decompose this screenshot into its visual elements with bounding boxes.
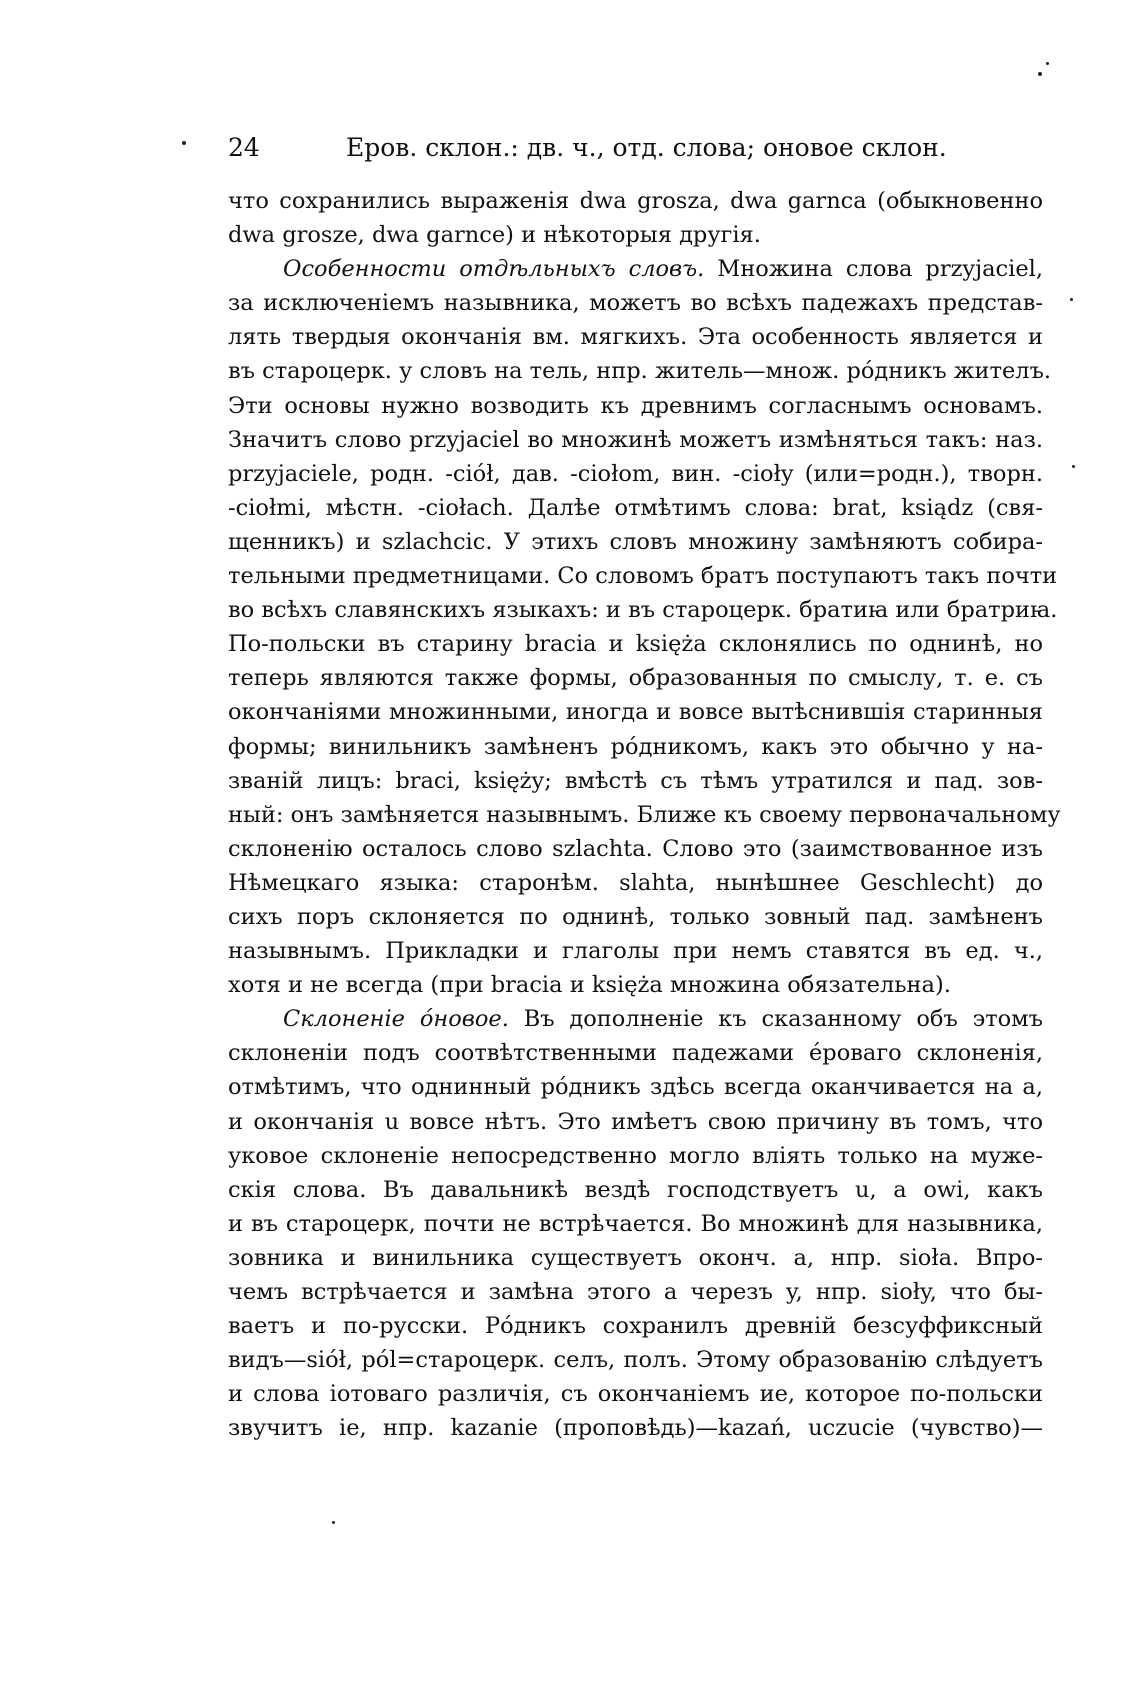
paragraph-first-line [228, 1002, 1043, 1036]
text-line: -ciołmi, мѣстн. -ciołach. Далѣе отмѣтимъ слова: brat, ksiądz (свя- [228, 494, 1043, 521]
scan-speck [1046, 62, 1049, 65]
scan-speck [1038, 72, 1042, 76]
text-line: По-польски въ старину bracia и księża склонялись по однинѣ, но [228, 631, 1043, 658]
text-line: лять твердыя окончанія вм. мягкихъ. Эта особенность является и [228, 324, 1043, 351]
text-line: склоненію осталось слово szlachta. Слово это (заимствованное изъ [228, 835, 1043, 862]
text-line: тельными предметницами. Со словомъ братъ поступаютъ такъ почти [228, 563, 1058, 590]
text-line: назывнымъ. Прикладки и глаголы при немъ ставятся въ ед. ч., [228, 938, 1043, 965]
scan-speck [1072, 465, 1075, 468]
text-line: ный: онъ замѣняется назывнымъ. Ближе къ своему первоначальному [228, 801, 1061, 828]
text-line: Эти основы нужно возводить къ древнимъ согласнымъ основамъ. [228, 392, 1043, 419]
scan-speck [1070, 298, 1073, 301]
body-text [228, 184, 1061, 1445]
text-line: видъ—siół, pól=староцерк. селъ, полъ. Этому образованію слѣдуетъ [228, 1347, 1043, 1374]
text-line: во всѣхъ славянскихъ языкахъ: и въ староцерк. братиꙗ или братриꙗ. [228, 597, 1058, 624]
text-line: dwa grosze, dwa garnce) и нѣкоторыя другія. [228, 222, 761, 249]
text-line: склоненіи подъ соотвѣтственными падежами éроваго склоненія, [228, 1040, 1043, 1067]
text-span: Множина слова przyjaciel, [704, 256, 1043, 283]
text-line: ваетъ и по-русски. Рóдникъ сохранилъ древній безсуффиксный [228, 1313, 1043, 1340]
text-line: окончаніями множинными, иногда и вовсе вытѣснившія старинныя [228, 699, 1043, 726]
paragraph-lead-italic: Особенности отдѣльныхъ словъ. [283, 256, 705, 283]
page-header [228, 128, 1043, 168]
text-line: и слова iотоваго различія, съ окончаніемъ ие, которое по-польски [228, 1381, 1043, 1408]
scan-speck [332, 1521, 335, 1524]
text-line: въ староцерк. у словъ на тель, нпр. житель—множ. рóдникъ жителъ. [228, 358, 1052, 385]
text-line: скія слова. Въ давальникѣ вездѣ господствуетъ u, а owi, какъ [228, 1176, 1043, 1203]
text-line: звучитъ ie, нпр. kazanie (проповѣдь)—kazań, uczucie (чувство)— [228, 1415, 1043, 1442]
paragraph-lead-italic: Склоненіе óновое. [283, 1006, 509, 1033]
text-line: уковое склоненіе непосредственно могло вліять только на муже- [228, 1142, 1043, 1169]
text-line: чемъ встрѣчается и замѣна этого a черезъ y, нпр. sioły, что бы- [228, 1279, 1043, 1305]
text-line: званій лицъ: braci, księży; вмѣстѣ съ тѣмъ утратился и пад. зов- [228, 767, 1043, 794]
text-line: сихъ поръ склоняется по однинѣ, только зовный пад. замѣненъ [228, 903, 1043, 930]
text-line: отмѣтимъ, что однинный рóдникъ здѣсь всегда оканчивается на a, [228, 1074, 1043, 1101]
text-line: формы; винильникъ замѣненъ рóдникомъ, какъ это обычно у на- [228, 733, 1043, 760]
text-line: и въ староцерк, почти не встрѣчается. Во множинѣ для назывника, [228, 1210, 1043, 1237]
scan-speck [182, 141, 186, 145]
text-line: щенникъ) и szlachcic. У этихъ словъ множину замѣняютъ собира- [228, 528, 1043, 555]
text-line: зовника и винильника существуетъ оконч. a, нпр. sioła. Впро- [228, 1244, 1043, 1271]
text-line: что сохранились выраженія dwa grosza, dwa garnca (обыкновенно [228, 188, 1043, 214]
page-number: 24 [228, 133, 260, 162]
running-title: Еров. склон.: дв. ч., отд. слова; оновое склон. [345, 133, 947, 162]
text-line: и окончанія u вовсе нѣтъ. Это имѣетъ свою причину въ томъ, что [228, 1108, 1043, 1135]
text-line: przyjaciele, родн. -ciół, дав. -ciołom, вин. -cioły (или=родн.), творн. [228, 460, 1043, 487]
paragraph-first-line [228, 252, 1043, 286]
text-line: теперь являются также формы, образованныя по смыслу, т. е. съ [228, 665, 1043, 692]
text-line: хотя и не всегда (при bracia и księża множина обязательна). [228, 972, 951, 999]
text-line: за исключеніемъ назывника, можетъ во всѣхъ падежахъ представ- [228, 290, 1043, 317]
text-line: Нѣмецкаго языка: старонѣм. slahta, нынѣшнее Geschlecht) до [228, 869, 1043, 896]
text-line: Значитъ слово przyjaciel во множинѣ можетъ измѣняться такъ: наз. [228, 426, 1043, 453]
text-span: Въ дополненіе къ сказанному объ этомъ [508, 1006, 1044, 1033]
